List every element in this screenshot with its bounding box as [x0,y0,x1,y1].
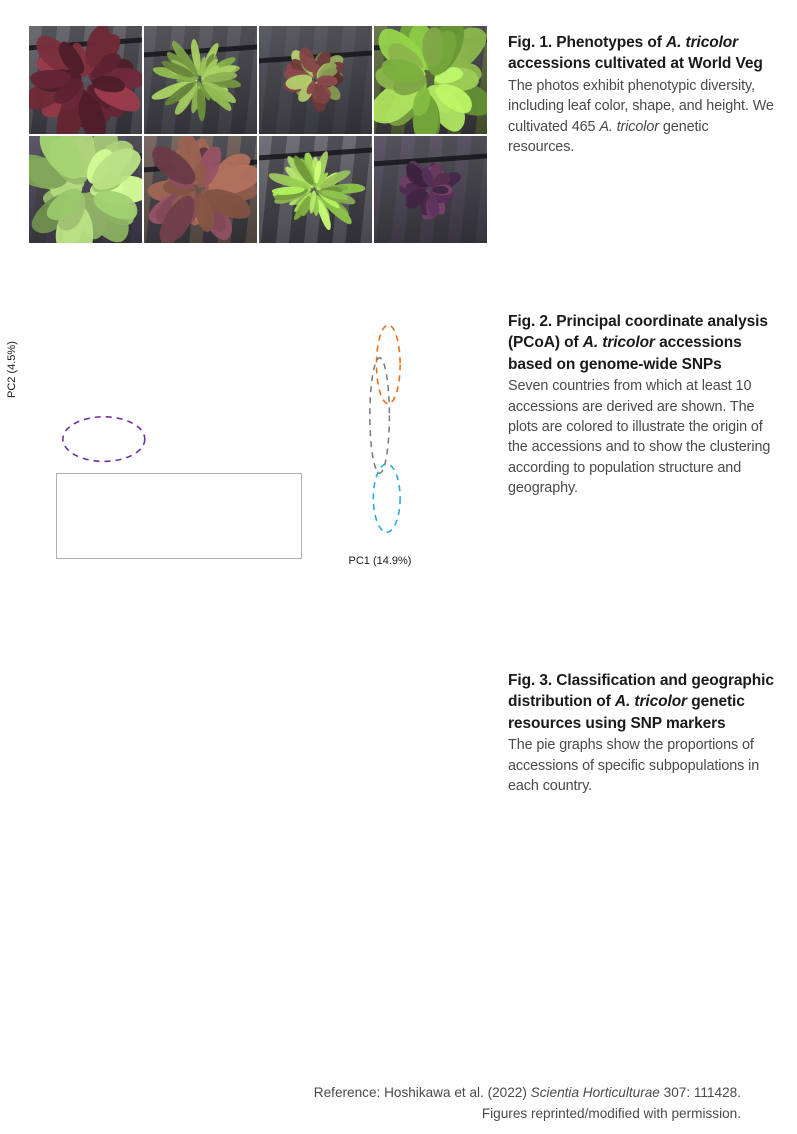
fig1-caption-title [508,32,776,75]
fig2-caption [508,311,776,499]
reference-prefix: Reference: Hoshikawa et al. (2022) [313,1085,531,1100]
fig3-caption [508,670,776,796]
cluster-ellipse-Q4 [63,417,145,462]
fig3-caption-body [508,735,776,796]
plant-canopy [261,28,369,131]
fig1-photo-large-green-leaf-amaranth [374,26,487,134]
plant-canopy [31,138,139,241]
plant-canopy [261,138,369,241]
journal-name: Scientia Horticulturae [530,1085,660,1100]
fig1-photo-grid [29,26,487,243]
fig2-caption-title [508,311,776,375]
cluster-ellipse-Q3 [376,325,400,404]
fig3-distribution-map [38,656,458,1014]
cluster-ellipse-Q2 [373,464,400,532]
reference-footer [0,1082,797,1124]
caption-text: Fig. 1. Phenotypes of [508,34,666,51]
map-svg [38,656,458,1014]
plant-canopy [146,28,254,131]
map-ocean [38,656,458,1014]
plant-canopy [376,28,484,131]
caption-text: The pie graphs show the proportions of accessions of specific subpopulations in each country. [508,737,760,795]
caption-text: accessions based on genome-wide SNPs [508,334,742,373]
plant-canopy [376,138,484,241]
fig3-caption-title [508,670,776,734]
fig1-photo-dark-red-amaranth [29,26,142,134]
caption-text: The photos exhibit phenotypic diversity, including leaf color, shape, and height. We cultivated 465 [508,77,774,135]
fig1-caption [508,32,776,158]
reference-line-1 [0,1082,741,1103]
caption-text: genetic resources using SNP markers [508,693,745,732]
caption-text: Seven countries from which at least 10 accessions are derived are shown. The plots are colored to illustrate the origin of the accessions and to show the clustering according to population structure and geography. [508,378,771,497]
reference-line-2: Figures reprinted/modified with permission. [481,1106,741,1122]
fig1-photo-light-green-upright-amaranth [259,136,372,244]
caption-text: accessions cultivated at World Veg [508,55,763,73]
italic-species-name: A. tricolor [614,693,687,711]
fig1-photo-pale-green-amaranth [29,136,142,244]
cluster-ellipse-Admixture [370,358,390,473]
fig1-photo-green-narrow-leaf-amaranth [144,26,257,134]
pcoa-legend [56,473,302,559]
fig2-caption-body [508,376,776,499]
italic-species-name: A. tricolor [666,34,739,51]
caption-text: Fig. 3. Classification and geographic distribution of [508,672,774,711]
italic-species-name: A. tricolor [582,334,655,352]
fig1-photo-bicolor-red-green-amaranth [259,26,372,134]
caption-text: Fig. 2. Principal coordinate analysis (PCoA) of [508,313,768,352]
pcoa-y-axis-label: PC2 (4.5%) [6,341,18,398]
fig1-photo-dark-purple-amaranth [374,136,487,244]
pcoa-x-axis-label: PC1 (14.9%) [348,555,412,567]
italic-species-name: A. tricolor [599,118,659,135]
caption-text: genetic resources. [508,118,709,156]
plant-canopy [31,28,139,131]
fig1-caption-body [508,76,776,158]
fig1-photo-purple-red-amaranth [144,136,257,244]
plant-canopy [146,138,254,241]
reference-suffix: 307: 111428. [659,1085,741,1100]
